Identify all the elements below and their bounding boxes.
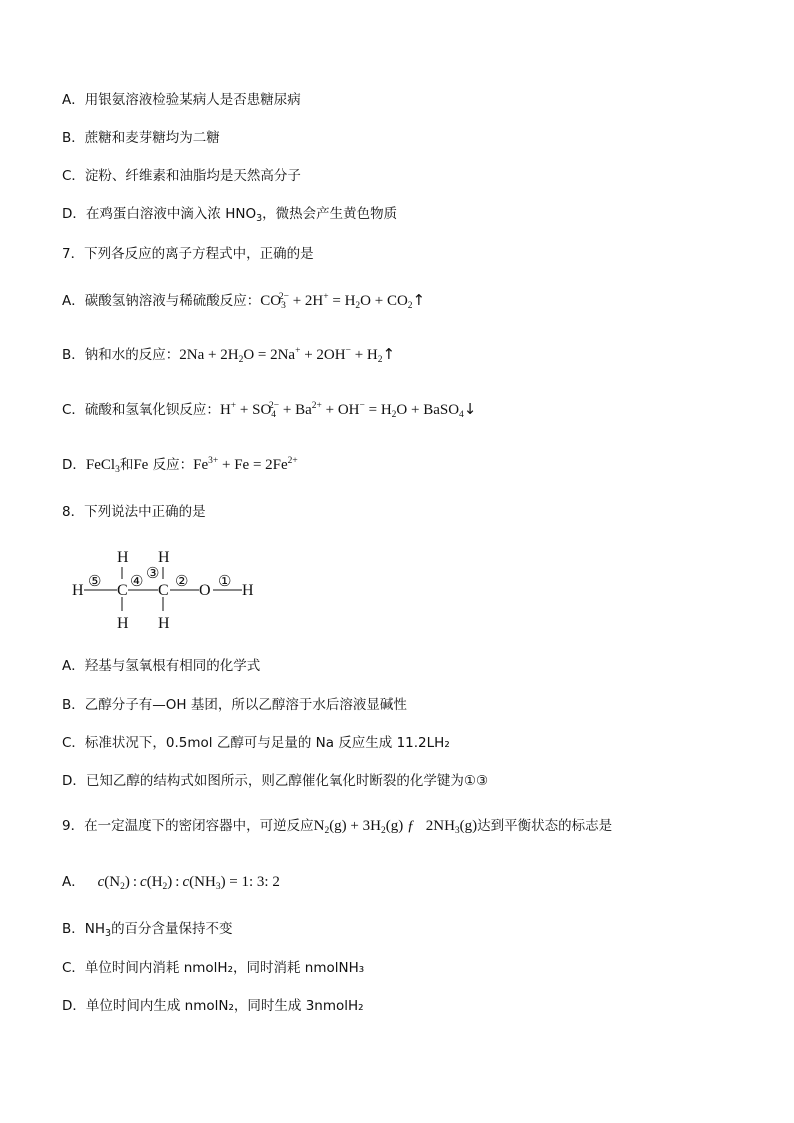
precipitate-arrow-icon: ↓ [463, 400, 477, 418]
q9-stem: 9．在一定温度下的密闭容器中，可逆反应$N_2(g) + 3H_2(g)$ ƒ $2NH_3(g)$达到平衡状态的标志是 [62, 818, 613, 836]
q8-option-d: D．已知乙醇的结构式如图所示，则乙醇催化氧化时断裂的化学键为①③ [62, 773, 489, 789]
bond-label-2: ② [175, 574, 189, 590]
gas-arrow-icon: ↑ [382, 345, 396, 363]
q7-d-equation: $Fe^{3+} + Fe = 2Fe^{2+}$ [193, 456, 298, 473]
q9-option-c: C．单位时间内消耗 nmolH₂，同时消耗 nmolNH₃ [62, 960, 365, 976]
atom-h-c2-bottom: H [158, 615, 170, 632]
q8-option-b: B．乙醇分子有—OH 基团，所以乙醇溶于水后溶液显碱性 [62, 697, 407, 713]
q9-a-ratio: $c(N_2)$ : $c(H_2)$ : $c(NH_3) = 1$: 3: 2 [97, 874, 280, 892]
atom-h-c1-bottom: H [117, 615, 129, 632]
q6-option-c: C．淀粉、纤维素和油脂均是天然高分子 [62, 168, 301, 184]
q8-option-c: C．标准状况下，0.5mol 乙醇可与足量的 Na 反应生成 11.2LH₂ [62, 735, 450, 751]
q6-option-a: A．用银氨溶液检验某病人是否患糖尿病 [62, 92, 301, 108]
q7-option-b: B．钠和水的反应：$2Na + 2H_2O = 2Na^+ + 2OH^-$ + $H_2↑$ [62, 345, 396, 365]
q9-b-formula: $NH_3$ [84, 921, 112, 939]
atom-h-c2-top: H [158, 549, 170, 566]
atom-h-c1-top: H [117, 549, 129, 566]
q7-option-c: C．硫酸和氢氧化钡反应：$H^+ + SO_4^{2-} + Ba^{2+} + OH^- = H_2O$ + BaSO$_4$↓ [62, 400, 477, 420]
q6-option-d [62, 204, 397, 224]
gas-arrow-icon: ↑ [412, 291, 426, 309]
q9-equation: $N_2(g) + 3H_2(g)$ ƒ $2NH_3(g)$ [313, 818, 478, 836]
atom-h-left: H [72, 582, 84, 599]
q8-option-a: A．羟基与氢氧根有相同的化学式 [62, 658, 261, 674]
bond-label-5: ⑤ [88, 574, 102, 590]
q6-option-d-formula: $HNO_3$ [225, 206, 263, 224]
q7-d-reactant-2: Fe [133, 457, 149, 473]
atom-c1: C [117, 582, 128, 599]
bond-label-3: ③ [146, 566, 160, 582]
q7-a-equation: $CO_3^{2-} + 2H^+ = H_2O + CO_2$ [260, 292, 413, 311]
q9-option-b: B．$NH_3$的百分含量保持不变 [62, 921, 233, 939]
q7-stem: 7．下列各反应的离子方程式中，正确的是 [62, 246, 314, 262]
ethanol-structural-formula [62, 542, 282, 638]
q6-option-d-prefix: D．在鸡蛋白溶液中滴入浓 [62, 206, 221, 222]
q7-d-reactant-1: FeCl$_3$ [85, 457, 120, 475]
atom-o: O [199, 582, 211, 599]
atom-h-right: H [242, 582, 254, 599]
q7-option-a: A．碳酸氢钠溶液与稀硫酸反应：$CO_3^{2-} + 2H^+ = H_2O$ + $CO_2↑$ [62, 291, 426, 311]
bond-label-1: ① [218, 574, 232, 590]
q8-stem: 8．下列说法中正确的是 [62, 504, 206, 520]
q7-option-d: D．FeCl$_3$和Fe 反应：$Fe^{3+} + Fe = 2Fe^{2+}$ [62, 456, 298, 475]
q9-option-a: A． $c(N_2)$ : $c(H_2)$ : $c(NH_3) = 1$: 3: 2 [62, 874, 280, 892]
q6-option-b: B．蔗糖和麦芽糖均为二糖 [62, 130, 220, 146]
atom-c2: C [158, 582, 169, 599]
q6-option-d-suffix: ，微热会产生黄色物质 [262, 206, 398, 222]
q7-c-equation: $H^+ + SO_4^{2-} + Ba^{2+} + OH^- = H_2O$ + BaSO$_4$ [219, 401, 464, 420]
q9-option-d: D．单位时间内生成 nmolN₂，同时生成 3nmolH₂ [62, 998, 364, 1014]
q7-b-equation: $2Na + 2H_2O = 2Na^+ + 2OH^- + H_2$ [179, 346, 383, 365]
bond-label-4: ④ [130, 574, 144, 590]
